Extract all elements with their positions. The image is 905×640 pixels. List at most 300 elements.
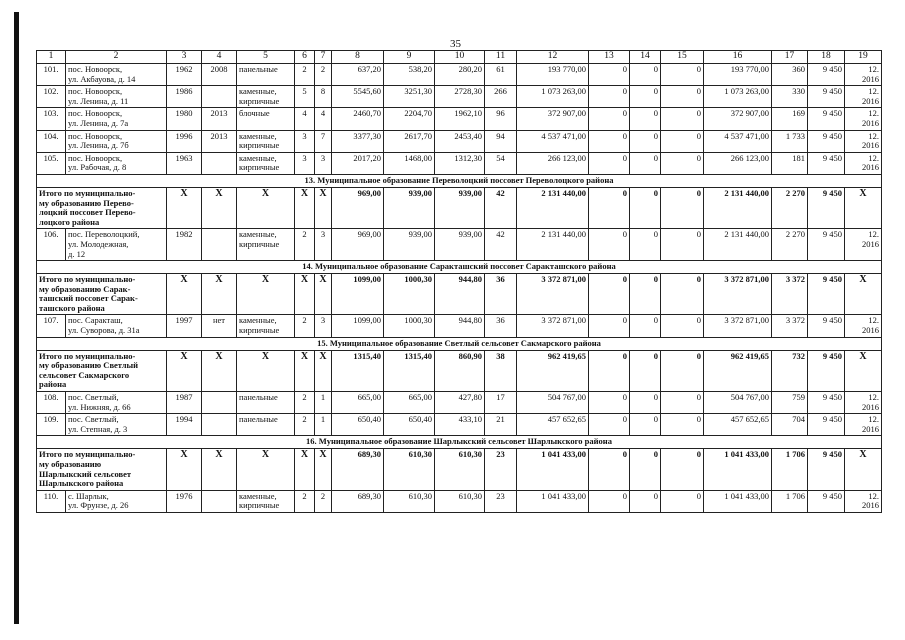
table-cell <box>202 152 237 174</box>
table-cell: 0 <box>661 108 704 130</box>
table-cell <box>202 229 237 261</box>
table-cell: 4 <box>315 108 332 130</box>
table-cell: каменные, кирпичные <box>237 152 295 174</box>
subtotal-cell: 2 131 440,00 <box>704 187 772 228</box>
table-cell: 9 450 <box>808 490 845 512</box>
table-cell: 2008 <box>202 64 237 86</box>
table-cell: 9 450 <box>808 392 845 414</box>
table-cell: 3 372 871,00 <box>517 315 589 337</box>
table-cell: 12. 2016 <box>845 414 882 436</box>
subtotal-cell: 0 <box>589 187 630 228</box>
row-number: 104. <box>37 130 66 152</box>
address-cell: пос. Саракташ, ул. Суворова, д. 31а <box>66 315 167 337</box>
table-cell: 12. 2016 <box>845 315 882 337</box>
subtotal-cell: 0 <box>630 449 661 490</box>
table-row <box>37 490 882 512</box>
address-cell: пос. Новоорск, ул. Ленина, д. 7а <box>66 108 167 130</box>
table-cell: 2453,40 <box>435 130 485 152</box>
subtotal-cell: X <box>237 350 295 391</box>
table-cell: 0 <box>630 392 661 414</box>
subtotal-cell: X <box>237 187 295 228</box>
table-cell: панельные <box>237 414 295 436</box>
section-heading-row <box>37 261 882 274</box>
address-cell: пос. Новоорск, ул. Акбауова, д. 14 <box>66 64 167 86</box>
table-cell: 0 <box>661 64 704 86</box>
table-cell: 759 <box>772 392 808 414</box>
table-cell: 0 <box>661 392 704 414</box>
column-number-cell: 10 <box>435 51 485 64</box>
row-number: 107. <box>37 315 66 337</box>
subtotal-cell: 2 131 440,00 <box>517 187 589 228</box>
table-row <box>37 108 882 130</box>
column-number-cell: 11 <box>485 51 517 64</box>
row-number: 109. <box>37 414 66 436</box>
subtotal-label: Итого по муниципально- му образованию Шарлыкский сельсовет Шарлыкского района <box>37 449 167 490</box>
table-cell: 372 907,00 <box>704 108 772 130</box>
subtotal-cell: 939,00 <box>384 187 435 228</box>
table-row <box>37 152 882 174</box>
subtotal-cell: X <box>315 274 332 315</box>
subtotal-cell: X <box>295 187 315 228</box>
subtotal-cell: 689,30 <box>332 449 384 490</box>
table-cell <box>202 392 237 414</box>
table-cell: 665,00 <box>332 392 384 414</box>
subtotal-cell: X <box>237 449 295 490</box>
table-cell: 0 <box>661 130 704 152</box>
subtotal-cell: 1 041 433,00 <box>704 449 772 490</box>
subtotal-cell: 0 <box>661 449 704 490</box>
table-cell: 12. 2016 <box>845 108 882 130</box>
subtotal-cell: 9 450 <box>808 274 845 315</box>
subtotal-cell: X <box>295 449 315 490</box>
scan-binding-edge <box>14 12 19 624</box>
table-cell: 0 <box>589 392 630 414</box>
section-heading: 14. Муниципальное образование Саракташский поссовет Саракташского района <box>37 261 882 274</box>
address-cell: пос. Переволоцкий, ул. Молодежная, д. 12 <box>66 229 167 261</box>
subtotal-cell: 860,90 <box>435 350 485 391</box>
subtotal-cell: 0 <box>630 274 661 315</box>
column-number-cell: 17 <box>772 51 808 64</box>
subtotal-row <box>37 449 882 490</box>
table-cell: каменные, кирпичные <box>237 229 295 261</box>
column-number-cell: 7 <box>315 51 332 64</box>
table-cell: 12. 2016 <box>845 130 882 152</box>
subtotal-cell: X <box>202 449 237 490</box>
table-row <box>37 392 882 414</box>
column-number-cell: 3 <box>167 51 202 64</box>
table-cell: 8 <box>315 86 332 108</box>
address-cell: пос. Новоорск, ул. Рабочая, д. 8 <box>66 152 167 174</box>
address-cell: пос. Новоорск, ул. Ленина, д. 7б <box>66 130 167 152</box>
subtotal-cell: 38 <box>485 350 517 391</box>
table-cell: 1 073 263,00 <box>517 86 589 108</box>
column-number-cell: 13 <box>589 51 630 64</box>
column-number-cell: 8 <box>332 51 384 64</box>
page-number: 35 <box>450 38 461 50</box>
table-cell: 9 450 <box>808 86 845 108</box>
column-number-cell: 15 <box>661 51 704 64</box>
section-heading-row <box>37 174 882 187</box>
table-cell: 0 <box>589 108 630 130</box>
subtotal-cell: 2 270 <box>772 187 808 228</box>
table-cell: 2 <box>295 414 315 436</box>
table-cell: 944,80 <box>435 315 485 337</box>
row-number: 105. <box>37 152 66 174</box>
table-cell: 2 <box>295 392 315 414</box>
table-cell: 9 450 <box>808 108 845 130</box>
table-cell: 12. 2016 <box>845 229 882 261</box>
table-row <box>37 64 882 86</box>
subtotal-cell: 23 <box>485 449 517 490</box>
section-heading: 13. Муниципальное образование Переволоцкий поссовет Переволоцкого района <box>37 174 882 187</box>
table-cell: 193 770,00 <box>517 64 589 86</box>
table-cell: 193 770,00 <box>704 64 772 86</box>
subtotal-cell: X <box>845 449 882 490</box>
table-cell: 2017,20 <box>332 152 384 174</box>
subtotal-cell: 944,80 <box>435 274 485 315</box>
table-cell: 2728,30 <box>435 86 485 108</box>
subtotal-cell: 939,00 <box>435 187 485 228</box>
subtotal-cell: 0 <box>630 187 661 228</box>
table-cell: 0 <box>630 64 661 86</box>
address-cell: пос. Новоорск, ул. Ленина, д. 11 <box>66 86 167 108</box>
table-cell: 3 <box>315 229 332 261</box>
row-number: 103. <box>37 108 66 130</box>
table-cell: 266 123,00 <box>704 152 772 174</box>
table-cell: 12. 2016 <box>845 392 882 414</box>
table-cell: 2 131 440,00 <box>704 229 772 261</box>
table-cell: 9 450 <box>808 229 845 261</box>
column-number-cell: 4 <box>202 51 237 64</box>
table-cell: 4 537 471,00 <box>704 130 772 152</box>
section-heading-row <box>37 337 882 350</box>
table-cell: 12. 2016 <box>845 64 882 86</box>
table-cell: 1468,00 <box>384 152 435 174</box>
table-cell: 5545,60 <box>332 86 384 108</box>
subtotal-cell: 0 <box>661 274 704 315</box>
table-cell: 2 <box>295 64 315 86</box>
table-cell: 2460,70 <box>332 108 384 130</box>
table-cell: 3 <box>315 315 332 337</box>
table-cell: 266 <box>485 86 517 108</box>
table-cell: 0 <box>630 152 661 174</box>
subtotal-label: Итого по муниципально- му образованию Сарак- ташский поссовет Сарак- ташского района <box>37 274 167 315</box>
table-cell: каменные, кирпичные <box>237 130 295 152</box>
subtotal-cell: X <box>845 350 882 391</box>
subtotal-cell: 0 <box>630 350 661 391</box>
address-cell: с. Шарлык, ул. Фрунзе, д. 26 <box>66 490 167 512</box>
table-cell: 427,80 <box>435 392 485 414</box>
table-cell <box>202 86 237 108</box>
subtotal-cell: X <box>845 274 882 315</box>
table-cell: 372 907,00 <box>517 108 589 130</box>
table-cell: 2 <box>295 315 315 337</box>
table-cell: 504 767,00 <box>704 392 772 414</box>
table-cell: 61 <box>485 64 517 86</box>
table-row <box>37 229 882 261</box>
table-cell: 0 <box>589 152 630 174</box>
subtotal-cell: 0 <box>661 350 704 391</box>
table-cell: 2 131 440,00 <box>517 229 589 261</box>
table-cell: 0 <box>589 414 630 436</box>
table-cell: каменные, кирпичные <box>237 315 295 337</box>
subtotal-cell: 0 <box>661 187 704 228</box>
subtotal-cell: X <box>202 350 237 391</box>
subtotal-cell: X <box>315 350 332 391</box>
table-cell: 0 <box>630 130 661 152</box>
column-number-cell: 18 <box>808 51 845 64</box>
column-number-cell: 5 <box>237 51 295 64</box>
table-cell: 939,00 <box>384 229 435 261</box>
table-cell: 21 <box>485 414 517 436</box>
table-cell: 433,10 <box>435 414 485 436</box>
table-cell: 939,00 <box>435 229 485 261</box>
subtotal-cell: X <box>202 274 237 315</box>
table-cell: 969,00 <box>332 229 384 261</box>
table-cell: 0 <box>661 152 704 174</box>
column-number-cell: 14 <box>630 51 661 64</box>
table-cell: 9 450 <box>808 315 845 337</box>
table-cell: 330 <box>772 86 808 108</box>
table-cell: 2204,70 <box>384 108 435 130</box>
table-cell: 54 <box>485 152 517 174</box>
table-cell: 96 <box>485 108 517 130</box>
table-cell: 4 <box>295 108 315 130</box>
table-cell: 0 <box>630 490 661 512</box>
column-number-cell: 1 <box>37 51 66 64</box>
subtotal-cell: X <box>167 350 202 391</box>
table-cell: 1 <box>315 414 332 436</box>
column-number-cell: 9 <box>384 51 435 64</box>
subtotal-cell: 9 450 <box>808 350 845 391</box>
table-cell: 3 <box>295 152 315 174</box>
table-cell: 0 <box>589 64 630 86</box>
table-cell: каменные, кирпичные <box>237 490 295 512</box>
table-cell: 12. 2016 <box>845 86 882 108</box>
table-cell: 1996 <box>167 130 202 152</box>
subtotal-cell: 42 <box>485 187 517 228</box>
column-number-cell: 6 <box>295 51 315 64</box>
subtotal-cell: 0 <box>589 449 630 490</box>
table-cell: 0 <box>589 130 630 152</box>
subtotal-cell: 962 419,65 <box>704 350 772 391</box>
subtotal-cell: 36 <box>485 274 517 315</box>
table-cell: 181 <box>772 152 808 174</box>
table-cell: 0 <box>589 86 630 108</box>
table-cell: 360 <box>772 64 808 86</box>
table-cell: 2013 <box>202 108 237 130</box>
subtotal-cell: X <box>295 350 315 391</box>
table-cell: 1962,10 <box>435 108 485 130</box>
subtotal-cell: 1 706 <box>772 449 808 490</box>
subtotal-cell: 3 372 <box>772 274 808 315</box>
table-row <box>37 130 882 152</box>
table-cell: 0 <box>630 86 661 108</box>
row-number: 106. <box>37 229 66 261</box>
table-cell: 9 450 <box>808 64 845 86</box>
table-cell: 0 <box>630 414 661 436</box>
table-cell: 1099,00 <box>332 315 384 337</box>
subtotal-cell: 1099,00 <box>332 274 384 315</box>
subtotal-cell: X <box>167 274 202 315</box>
table-cell: 0 <box>589 490 630 512</box>
table-cell: 2013 <box>202 130 237 152</box>
table-cell: нет <box>202 315 237 337</box>
table-cell: 0 <box>630 315 661 337</box>
table-cell: 3 372 871,00 <box>704 315 772 337</box>
table-cell: 1980 <box>167 108 202 130</box>
subtotal-cell: 0 <box>589 274 630 315</box>
subtotal-cell: 9 450 <box>808 187 845 228</box>
subtotal-cell: 610,30 <box>384 449 435 490</box>
table-cell: блочные <box>237 108 295 130</box>
subtotal-cell: 962 419,65 <box>517 350 589 391</box>
table-cell: 2 <box>295 229 315 261</box>
table-cell: 9 450 <box>808 152 845 174</box>
table-cell: 1 <box>315 392 332 414</box>
table-cell: 637,20 <box>332 64 384 86</box>
table-cell: 36 <box>485 315 517 337</box>
table-cell: 0 <box>630 229 661 261</box>
address-cell: пос. Светлый, ул. Степная, д. 3 <box>66 414 167 436</box>
table-cell: 0 <box>661 490 704 512</box>
table-cell: 0 <box>661 86 704 108</box>
table-cell: 1 073 263,00 <box>704 86 772 108</box>
housing-register-table <box>36 50 882 513</box>
subtotal-cell: 1000,30 <box>384 274 435 315</box>
table-cell: 704 <box>772 414 808 436</box>
table-cell: 504 767,00 <box>517 392 589 414</box>
table-cell: 1962 <box>167 64 202 86</box>
subtotal-cell: X <box>315 187 332 228</box>
subtotal-cell: 3 372 871,00 <box>704 274 772 315</box>
table-cell: 4 537 471,00 <box>517 130 589 152</box>
subtotal-cell: 1315,40 <box>332 350 384 391</box>
subtotal-cell: 9 450 <box>808 449 845 490</box>
subtotal-row <box>37 187 882 228</box>
column-number-cell: 12 <box>517 51 589 64</box>
subtotal-cell: 3 372 871,00 <box>517 274 589 315</box>
table-cell: 0 <box>661 414 704 436</box>
subtotal-cell: 1315,40 <box>384 350 435 391</box>
table-cell: 266 123,00 <box>517 152 589 174</box>
table-cell: 1987 <box>167 392 202 414</box>
column-number-cell: 16 <box>704 51 772 64</box>
subtotal-cell: 732 <box>772 350 808 391</box>
table-row <box>37 86 882 108</box>
table-cell: 2617,70 <box>384 130 435 152</box>
table-cell: 7 <box>315 130 332 152</box>
row-number: 101. <box>37 64 66 86</box>
table-cell: 457 652,65 <box>517 414 589 436</box>
table-cell: 2 <box>315 490 332 512</box>
table-cell: 689,30 <box>332 490 384 512</box>
subtotal-cell: 0 <box>589 350 630 391</box>
table-cell: 2 270 <box>772 229 808 261</box>
table-cell: 0 <box>630 108 661 130</box>
subtotal-cell: X <box>167 187 202 228</box>
row-number: 108. <box>37 392 66 414</box>
table-cell: 1982 <box>167 229 202 261</box>
subtotal-cell: X <box>237 274 295 315</box>
table-cell: 1 041 433,00 <box>517 490 589 512</box>
table-row <box>37 414 882 436</box>
table-cell: 5 <box>295 86 315 108</box>
table-cell: 538,20 <box>384 64 435 86</box>
table-cell: 280,20 <box>435 64 485 86</box>
table-cell: 0 <box>589 315 630 337</box>
table-cell: 2 <box>315 64 332 86</box>
address-cell: пос. Светлый, ул. Нижняя, д. 66 <box>66 392 167 414</box>
table-cell: 457 652,65 <box>704 414 772 436</box>
row-number: 102. <box>37 86 66 108</box>
table-cell: панельные <box>237 64 295 86</box>
table-cell: 1986 <box>167 86 202 108</box>
section-heading: 15. Муниципальное образование Светлый сельсовет Сакмарского района <box>37 337 882 350</box>
subtotal-cell: 610,30 <box>435 449 485 490</box>
subtotal-cell: X <box>295 274 315 315</box>
subtotal-label: Итого по муниципально- му образованию Перево- лоцкий поссовет Перево- лоцкого района <box>37 187 167 228</box>
table-cell: 1997 <box>167 315 202 337</box>
section-heading: 16. Муниципальное образование Шарлыкский сельсовет Шарлыкского района <box>37 436 882 449</box>
table-cell: 12. 2016 <box>845 490 882 512</box>
table-cell: 1000,30 <box>384 315 435 337</box>
table-cell: 12. 2016 <box>845 152 882 174</box>
table-cell: 17 <box>485 392 517 414</box>
table-cell: 1 041 433,00 <box>704 490 772 512</box>
table-cell: 1 706 <box>772 490 808 512</box>
table-cell: 169 <box>772 108 808 130</box>
column-number-row <box>37 51 882 64</box>
subtotal-row <box>37 350 882 391</box>
table-cell: 9 450 <box>808 130 845 152</box>
subtotal-cell: 1 041 433,00 <box>517 449 589 490</box>
table-cell: 0 <box>661 315 704 337</box>
subtotal-cell: X <box>167 449 202 490</box>
subtotal-cell: X <box>315 449 332 490</box>
table-cell: 1994 <box>167 414 202 436</box>
table-cell: 2 <box>295 490 315 512</box>
table-cell: 3377,30 <box>332 130 384 152</box>
row-number: 110. <box>37 490 66 512</box>
table-cell: 3 372 <box>772 315 808 337</box>
table-cell: 1976 <box>167 490 202 512</box>
table-cell <box>202 414 237 436</box>
table-cell: 650,40 <box>384 414 435 436</box>
table-cell: 0 <box>661 229 704 261</box>
table-cell: 0 <box>589 229 630 261</box>
table-cell: панельные <box>237 392 295 414</box>
table-cell: 665,00 <box>384 392 435 414</box>
table-cell: 3 <box>295 130 315 152</box>
subtotal-row <box>37 274 882 315</box>
table-cell: 650,40 <box>332 414 384 436</box>
table-cell: 1963 <box>167 152 202 174</box>
table-cell: 3251,30 <box>384 86 435 108</box>
column-number-cell: 2 <box>66 51 167 64</box>
table-cell: каменные, кирпичные <box>237 86 295 108</box>
subtotal-cell: X <box>845 187 882 228</box>
table-cell: 42 <box>485 229 517 261</box>
table-row <box>37 315 882 337</box>
subtotal-label: Итого по муниципально- му образованию Светлый сельсовет Сакмарского района <box>37 350 167 391</box>
table-cell: 9 450 <box>808 414 845 436</box>
table-cell: 23 <box>485 490 517 512</box>
table-cell: 610,30 <box>435 490 485 512</box>
table-cell: 1312,30 <box>435 152 485 174</box>
subtotal-cell: 969,00 <box>332 187 384 228</box>
column-number-cell: 19 <box>845 51 882 64</box>
